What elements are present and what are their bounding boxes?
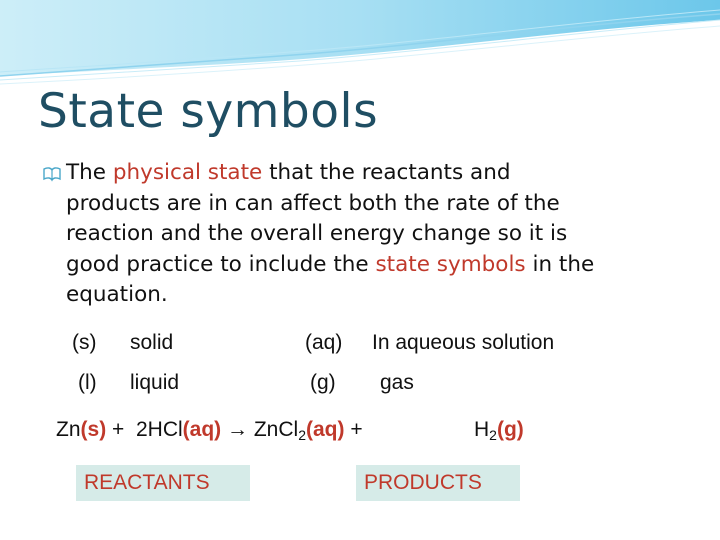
highlight-state-symbols: state symbols [375, 251, 526, 277]
symbol-meaning-gas: gas [380, 371, 414, 394]
eq-h: H [474, 418, 490, 441]
bullet-line-4: good practice to include the state symbols in the [66, 251, 595, 277]
symbol-meaning-aqueous: In aqueous solution [372, 331, 555, 354]
symbol-meaning-liquid: liquid [130, 371, 180, 394]
symbol-code-aq: (aq) [305, 331, 343, 354]
equation-hydrogen [474, 418, 524, 443]
bullet-line-5: equation. [66, 282, 168, 307]
chemical-equation [56, 418, 363, 443]
book-bullet-icon [42, 163, 62, 183]
eq-zn: Zn [56, 418, 81, 441]
header-wave-decoration [0, 0, 720, 95]
eq-zncl-sub: 2 [298, 427, 306, 443]
slide-title: State symbols [38, 84, 379, 139]
bullet-paragraph [42, 158, 692, 311]
symbol-code-l: (l) [78, 371, 97, 394]
eq-arrow: → [227, 418, 248, 441]
eq-plus-1: + [112, 418, 125, 441]
highlight-physical-state: physical state [112, 160, 263, 185]
eq-zncl: ZnCl [253, 418, 299, 441]
products-label-box: PRODUCTS [356, 465, 520, 501]
bullet-line-3: reaction and the overall energy change so it is [66, 221, 568, 246]
symbol-code-g: (g) [310, 371, 336, 394]
eq-hcl: 2HCl [135, 418, 183, 441]
eq-zn-state: (s) [80, 418, 107, 441]
eq-h-state: (g) [496, 418, 524, 441]
bullet-line-2: products are in can affect both the rate of the [66, 190, 560, 216]
eq-hcl-state: (aq) [182, 418, 222, 441]
symbol-meaning-solid: solid [130, 331, 174, 354]
eq-h-sub: 2 [489, 427, 497, 443]
reactants-label-box: REACTANTS [76, 465, 250, 501]
eq-zncl-state: (aq) [305, 418, 345, 441]
symbol-code-s: (s) [72, 331, 97, 354]
bullet-line-1: The physical state that the reactants and [66, 160, 511, 185]
eq-plus-2: + [350, 418, 363, 441]
